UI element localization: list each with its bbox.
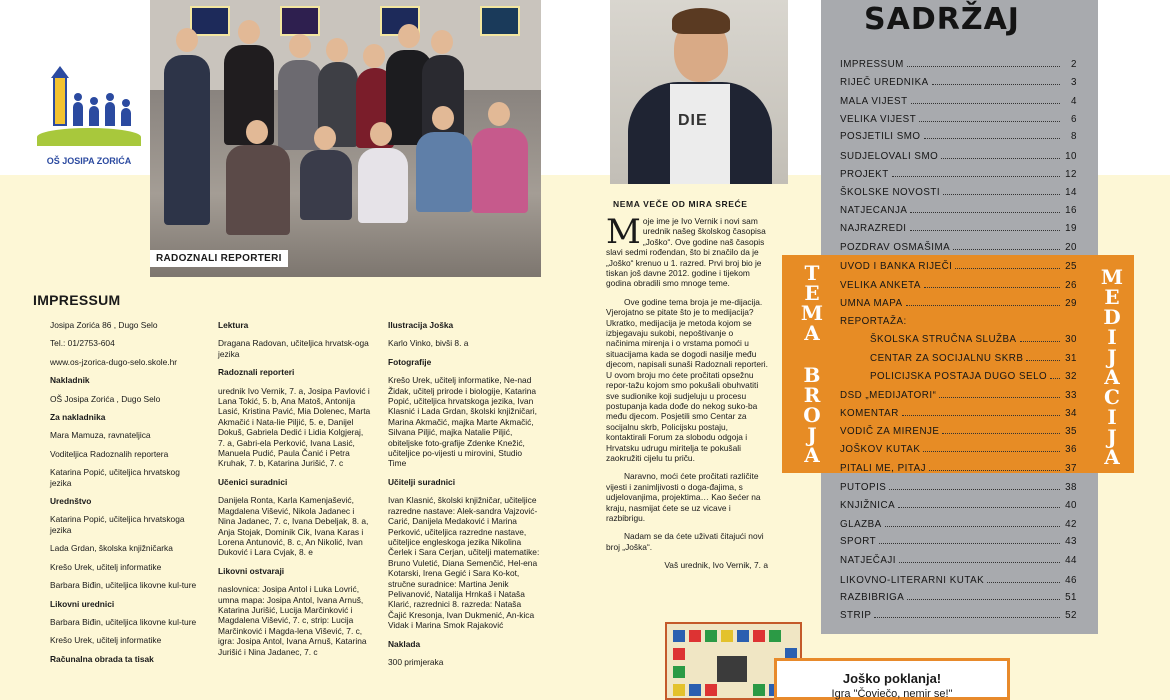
toc-leader	[902, 415, 1060, 416]
toc-page-number: 2	[1071, 59, 1077, 70]
impressum-entry: Krešo Urek, učitelj informatike	[50, 561, 162, 572]
impressum-entry: www.os-jzorica-dugo-selo.skole.hr	[50, 356, 178, 367]
toc-entry	[840, 93, 1077, 107]
toc-leader	[932, 84, 1060, 85]
impressum-entry: 300 primjeraka	[388, 656, 444, 667]
article-paragraph: Nadam se da ćete uživati čitajući novi broj „Joška“.	[606, 531, 764, 552]
toc-page-number: 51	[1065, 592, 1077, 603]
toc-entry	[840, 220, 1077, 234]
toc-entry-label: VODIČ ZA MIRENJE	[840, 426, 940, 437]
toc-leader	[929, 470, 1060, 471]
toc-entry-label: UMNA MAPA	[840, 298, 903, 309]
promo-box	[774, 658, 1010, 700]
impressum-entry: Krešo Urek, učitelj informatike, Ne-nad Židak, učitelj prirode i biologije, Katarina Popić, učiteljica hrvatskoga jezika, Ivan Klasnić i Lada Grdan, školski knjižničari, Marina Akmačić, majka Marte Akmačić, Silvana Piljić, majka Natalie Piljić, obiteljske foto-grafije Zdenke Knežić, učiteljice po-vijesti u mirovini, Studio Time	[388, 375, 537, 469]
band-letter: M	[800, 301, 824, 325]
impressum-heading: Računalna obrada ta tisak	[50, 653, 154, 664]
impressum-heading: Lektura	[218, 320, 249, 330]
toc-entry	[870, 350, 1077, 364]
impressum-heading: Nakladnik	[50, 375, 90, 386]
toc-entry-label: JOŠKOV KUTAK	[840, 444, 921, 455]
toc-entry	[840, 423, 1077, 437]
toc-entry	[840, 202, 1077, 216]
toc-entry	[840, 607, 1077, 621]
logo-text: OŠ JOSIPA ZORIĆA	[46, 156, 132, 166]
toc-entry-label: NATJEČAJI	[840, 555, 897, 566]
impressum-entry: urednik Ivo Vernik, 7. a, Josipa Pavlović i Lana Tokić, 5. b, Ana Matoš, Antonija Lasić, Kristina Pavić, Mia Dolenec, Marta Akmačić i Nata-lie Piljić, 5. e, Danijel Dokuš, Gabriela Dedić i Lidia Kolgjeraj, 7. a, Gabri-ela Perković, Ivana Lasić, Manuela Pudić, Paula Čanić i Petra Kruhak, 7. b, Katarina Jurišić, 7. c	[218, 385, 371, 469]
contents-title: SADRŽAJ	[864, 2, 1020, 37]
toc-page-number: 14	[1065, 187, 1077, 198]
toc-page-number: 10	[1065, 151, 1077, 162]
toc-page-number: 8	[1071, 131, 1077, 142]
toc-leader	[987, 582, 1060, 583]
impressum-entry: Lada Grdan, školska knjižničarka	[50, 543, 173, 554]
toc-entry-label: PUTOPIS	[840, 482, 887, 493]
toc-entry	[840, 387, 1077, 401]
band-letter: A	[804, 321, 820, 345]
toc-leader	[911, 103, 1060, 104]
impressum-heading: Urednštvo	[50, 496, 92, 507]
band-right-text	[1098, 265, 1126, 469]
toc-entry	[840, 516, 1077, 530]
toc-entry-label: REPORTAŽA:	[840, 316, 907, 327]
impressum-entry: Barbara Biđin, učiteljica likovne kul-ture	[50, 616, 197, 627]
toc-entry	[840, 184, 1077, 198]
band-letter: M	[1100, 265, 1124, 289]
band-letter: J	[807, 423, 817, 447]
impressum-column-3	[388, 320, 540, 675]
band-letter: J	[1107, 425, 1117, 449]
toc-leader	[892, 176, 1060, 177]
toc-page-number: 25	[1065, 261, 1077, 272]
toc-leader	[939, 397, 1060, 398]
toc-entry	[840, 552, 1077, 566]
toc-entry-label: SPORT	[840, 536, 877, 547]
toc-entry-label: SUDJELOVALI SMO	[840, 151, 939, 162]
band-letter: E	[1104, 285, 1120, 309]
toc-entry-label: KOMENTAR	[840, 408, 899, 419]
toc-entry-label: VELIKA VIJEST	[840, 114, 917, 125]
toc-page-number: 40	[1065, 500, 1077, 511]
toc-entry	[870, 331, 1077, 345]
toc-leader	[941, 158, 1060, 159]
toc-leader	[874, 617, 1060, 618]
toc-page-number: 33	[1065, 390, 1077, 401]
band-letter: D	[1103, 305, 1121, 329]
impressum-heading: Likovni ostvaraji	[218, 565, 285, 576]
band-letter: I	[1107, 325, 1117, 349]
toc-page-number: 19	[1065, 223, 1077, 234]
impressum-entry: Tel.: 01/2753-604	[50, 338, 115, 349]
toc-entry	[840, 277, 1077, 291]
toc-entry-label: NAJRAZREDI	[840, 223, 907, 234]
toc-entry-label: VELIKA ANKETA	[840, 280, 921, 291]
toc-entry	[840, 56, 1077, 70]
impressum-heading: Učenici suradnici	[218, 476, 288, 487]
impressum-entry: Katarina Popić, učiteljica hrvatskog jezika	[50, 467, 180, 488]
impressum-entry: Voditeljica Radoznalih reportera	[50, 448, 169, 459]
toc-page-number: 6	[1071, 114, 1077, 125]
shirt-print: DIE	[678, 112, 708, 129]
band-letter	[798, 342, 826, 364]
toc-entry-label: POSJETILI SMO	[840, 131, 921, 142]
toc-entry-label: UVOD I BANKA RIJEČI	[840, 261, 953, 272]
article-paragraph: oje ime je Ivo Vernik i novi sam urednik našeg školskog časopisa „Joško“. Ove godine naš časopis slavi sedmi rođendan, što bi značilo da je „Joško“ krenuo u 1. razred. Prvi broj bio je tiskan još davne 2012. godine i tijekom godina obradili smo mnoge teme.	[606, 216, 766, 289]
toc-leader	[923, 451, 1060, 452]
toc-entry	[840, 239, 1077, 253]
toc-page-number: 31	[1065, 353, 1077, 364]
impressum-entry: naslovnica: Josipa Antol i Luka Lovrić, umna mapa: Josipa Antol, Ivana Arnuš, Katarina Jurišić, Lucija Marčinković i Magdalena Višević, 7. c, strip: Lucija Marčinković i Magda-lena Višević, 7. c, igra: Josipa Antol, Ivana Arnuš, Katarina Jurišić i Nina Jadanec, 7. c	[218, 584, 367, 657]
toc-page-number: 34	[1065, 408, 1077, 419]
toc-leader	[910, 230, 1060, 231]
band-letter: T	[804, 261, 820, 285]
toc-page-number: 35	[1065, 426, 1077, 437]
toc-entry	[840, 295, 1077, 309]
impressum-heading: Za nakladnika	[50, 412, 106, 423]
toc-entry-label: MALA VIJEST	[840, 96, 908, 107]
toc-entry	[840, 148, 1077, 162]
toc-entry-label: STRIP	[840, 610, 872, 621]
toc-leader	[906, 305, 1060, 306]
impressum-heading: Radoznali reporteri	[218, 367, 295, 378]
toc-leader	[1026, 360, 1060, 361]
toc-entry	[840, 258, 1077, 272]
toc-leader	[924, 138, 1060, 139]
toc-entry-label: KNJIŽNICA	[840, 500, 896, 511]
toc-leader	[953, 249, 1060, 250]
toc-entry	[840, 460, 1077, 474]
toc-entry-label: IMPRESSUM	[840, 59, 904, 70]
impressum-entry: Josipa Zorića 86 , Dugo Selo	[50, 320, 158, 330]
toc-entry-label: PROJEKT	[840, 169, 889, 180]
hill-icon	[37, 128, 141, 146]
toc-entry-label: POLICIJSKA POSTAJA DUGO SELO	[870, 371, 1048, 382]
toc-leader	[907, 66, 1060, 67]
toc-entry-label: POZDRAV OSMAŠIMA	[840, 242, 951, 253]
toc-leader	[898, 507, 1060, 508]
impressum-column-2	[218, 320, 371, 665]
toc-entry-label: ŠKOLSKA STRUČNA SLUŽBA	[870, 334, 1017, 345]
toc-entry-label: PITALI ME, PITAJ	[840, 463, 927, 474]
impressum-entry: Krešo Urek, učitelj informatike	[50, 635, 162, 646]
toc-entry	[840, 313, 1077, 327]
band-letter: B	[803, 363, 821, 387]
toc-entry	[840, 589, 1077, 603]
band-left-text	[798, 261, 826, 467]
toc-entry	[840, 74, 1077, 88]
article-title: NEMA VEČE OD MIRA SREĆE	[613, 199, 748, 209]
impressum-heading: Učitelji suradnici	[388, 476, 456, 487]
band-letter: C	[1104, 385, 1120, 409]
toc-page-number: 38	[1065, 482, 1077, 493]
toc-page-number: 36	[1065, 444, 1077, 455]
toc-leader	[919, 121, 1060, 122]
band-letter: A	[1104, 365, 1120, 389]
toc-entry-label: DSD „MEDIJATORI“	[840, 390, 937, 401]
toc-entry	[840, 166, 1077, 180]
school-logo	[33, 70, 145, 172]
toc-leader	[1020, 341, 1060, 342]
impressum-entry: Barbara Biđin, učiteljica likovne kul-ture	[50, 580, 197, 591]
impressum-heading: Likovni urednici	[50, 598, 115, 609]
impressum-entry: Ivan Klasnić, školski knjižničar, učiteljice razredne nastave: Alek-sandra Vajzović-Carić, Danijela Medaković i Marina Perković, učiteljica razredne nastave, učiteljice engleskoga jezika Nikolina Čerlek i Sara Cerjan, učitelji matematike: Bruno Vuletić, Diana Semenčić, Hel-ena Kotarski, Irena Gegić i Sara Ko-kot, stručne suradnice: Martina Jenik Pelivanović, Natalija Hrnkaš i Nataša Klarić, razrednici 8. razreda: Nataša Čajić Kresonja, Ivan Dukmenić, An-kica Vidak i Marina Smok Rajaković	[388, 495, 540, 631]
toc-leader	[955, 268, 1060, 269]
impressum-entry: Dragana Radovan, učiteljica hrvatsk-oga jezika	[218, 338, 369, 359]
toc-page-number: 26	[1065, 280, 1077, 291]
promo-title: Joško poklanja!	[842, 671, 942, 686]
toc-page-number: 4	[1071, 96, 1077, 107]
band-letter: A	[804, 443, 820, 467]
toc-page-number: 3	[1071, 77, 1077, 88]
toc-entry	[840, 572, 1077, 586]
editorial-article	[606, 212, 768, 571]
toc-entry	[840, 441, 1077, 455]
toc-page-number: 52	[1065, 610, 1077, 621]
toc-leader	[879, 543, 1060, 544]
toc-entry-label: CENTAR ZA SOCIJALNU SKRB	[870, 353, 1024, 364]
toc-entry-label: ŠKOLSKE NOVOSTI	[840, 187, 941, 198]
tower-icon	[53, 76, 67, 126]
toc-leader	[943, 194, 1060, 195]
toc-page-number: 42	[1065, 519, 1077, 530]
band-letter: R	[803, 383, 821, 407]
toc-page-number: 30	[1065, 334, 1077, 345]
impressum-title: IMPRESSUM	[33, 292, 121, 308]
toc-entry	[840, 497, 1077, 511]
toc-page-number: 37	[1065, 463, 1077, 474]
band-letter: O	[803, 403, 821, 427]
impressum-heading: Naklada	[388, 638, 421, 649]
toc-entry	[840, 405, 1077, 419]
toc-leader	[1050, 378, 1060, 379]
toc-entry	[870, 368, 1077, 382]
toc-page-number: 16	[1065, 205, 1077, 216]
impressum-heading: Fotografije	[388, 356, 432, 367]
toc-page-number: 44	[1065, 555, 1077, 566]
toc-leader	[942, 433, 1060, 434]
article-paragraph: Naravno, moći ćete pročitati različite vijesti i zanimljivosti o doga-đajima, s udjelovanjima, projektima… Kao šećer na kraju, nasmijat ćete se uz vicave i razbibrigu.	[606, 471, 761, 523]
toc-leader	[924, 287, 1060, 288]
impressum-entry: Karlo Vinko, bivši 8. a	[388, 338, 469, 349]
toc-page-number: 20	[1065, 242, 1077, 253]
band-letter: I	[1107, 405, 1117, 429]
impressum-entry: Mara Mamuza, ravnateljica	[50, 430, 151, 441]
editor-portrait	[610, 0, 788, 184]
toc-page-number: 43	[1065, 536, 1077, 547]
toc-leader	[899, 562, 1060, 563]
toc-entry-label: GLAZBA	[840, 519, 882, 530]
toc-page-number: 12	[1065, 169, 1077, 180]
children-icon	[69, 96, 139, 126]
impressum-column-1	[50, 320, 202, 672]
toc-entry-label: NATJECANJA	[840, 205, 908, 216]
toc-leader	[907, 599, 1060, 600]
article-paragraph: Ove godine tema broja je me-dijacija. Vjerojatno se pitate što je to medijacija? Ukratko, medijacija je metoda kojom se izbjegavaju sukobi, nepoštivanje o načinima mirenja i o vrstama pomoći u situacijama kada se dogodi nasilje među djecom, napisali sunaši Radoznali reporteri. U ovom broju mo ćete pročitati opsežnu repor-tažu kojom smo pokušali obuhvatiti sve sudionike koji sudjeluju u procesu postupanja kada dođe do nekog suko-ba među djecom. Posjetili smo Centar za socijalnu skrb, Policijsku postaju, kontaktirali Forum za slobodu odgoja i Hrvatsku udrugu miritelja te pokušali zaokružiti cijelu tu priču.	[606, 296, 768, 463]
toc-entry	[840, 479, 1077, 493]
toc-page-number: 46	[1065, 575, 1077, 586]
photo-caption: RADOZNALI REPORTERI	[150, 250, 288, 267]
toc-leader	[885, 526, 1060, 527]
toc-entry	[840, 111, 1077, 125]
impressum-entry: Katarina Popić, učiteljica hrvatskoga jezika	[50, 514, 185, 535]
toc-leader	[889, 489, 1060, 490]
toc-entry-label: RAZBIBRIGA	[840, 592, 905, 603]
band-letter: E	[804, 281, 820, 305]
toc-entry-label: LIKOVNO-LITERARNI KUTAK	[840, 575, 985, 586]
toc-entry-label: RIJEČ UREDNIKA	[840, 77, 929, 88]
toc-page-number: 32	[1065, 371, 1077, 382]
toc-leader	[910, 212, 1060, 213]
toc-entry	[840, 128, 1077, 142]
dropcap: M	[606, 212, 641, 252]
impressum-heading: Ilustracija Joška	[388, 320, 454, 330]
promo-subtitle: Igra "Čoviečo, nemir se!"	[831, 688, 953, 700]
toc-entry	[840, 533, 1077, 547]
band-letter: A	[1104, 445, 1120, 469]
impressum-entry: Danijela Ronta, Karla Kamenjašević, Magdalena Višević, Nikola Jadanec i Nina Jadanec, 7. c, Ivana Debeljak, 8. a, Anja Stojak, Dominik Cik, Ivana Karas i Lorena Antunović, 8. c, An Nikolić, Ivan Duković i Lara Cvjak, 8. e	[218, 495, 369, 558]
group-photo	[150, 0, 541, 277]
article-signature: Vaš urednik, Ivo Vernik, 7. a	[664, 560, 768, 571]
impressum-entry: OŠ Josipa Zorića , Dugo Selo	[50, 393, 161, 404]
toc-page-number: 29	[1065, 298, 1077, 309]
band-letter: J	[1107, 345, 1117, 369]
